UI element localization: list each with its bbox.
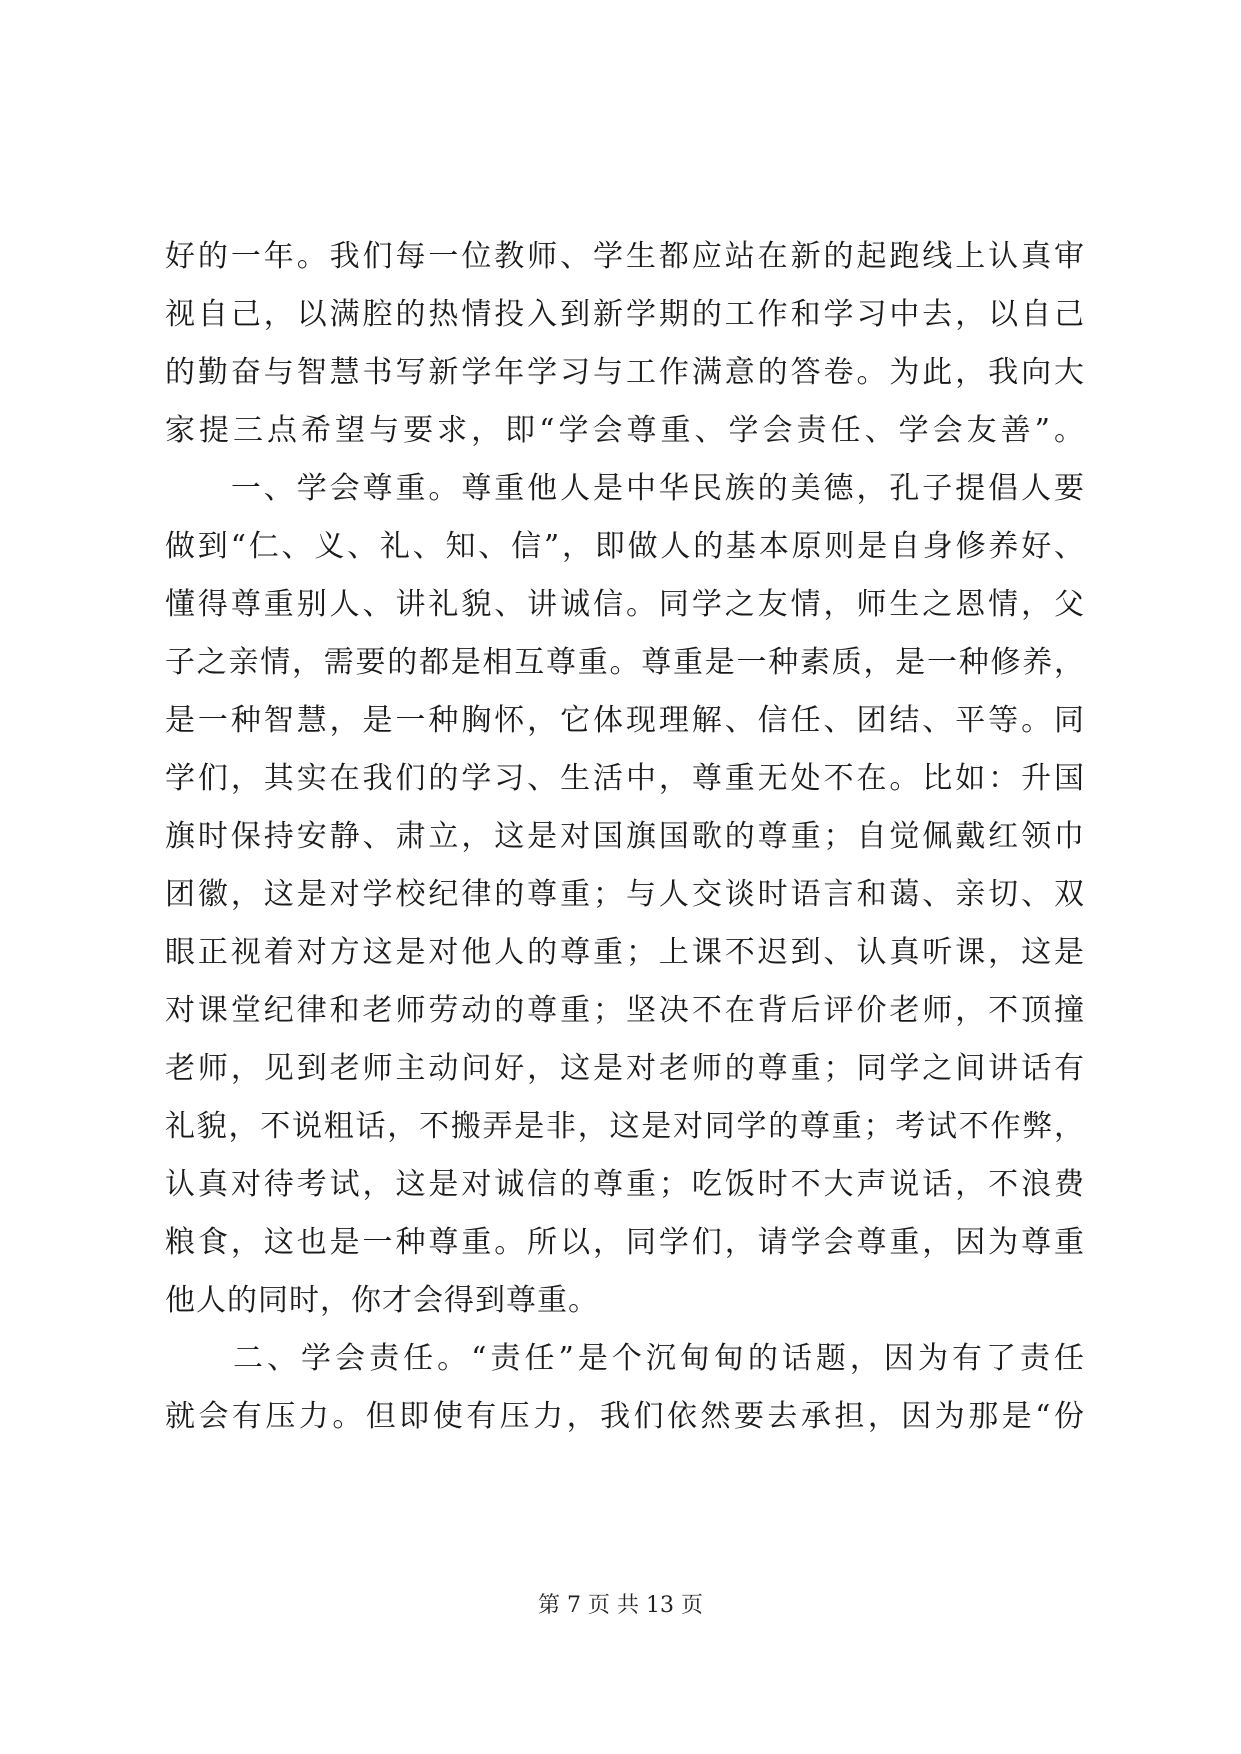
text-line: 家提三点希望与要求，即“学会尊重、学会责任、学会友善”。 [165, 413, 1085, 448]
text-line: 就会有压力。但即使有压力，我们依然要去承担，因为那是“份 [165, 1399, 1085, 1434]
text-line: 视自己，以满腔的热情投入到新学期的工作和学习中去，以自己 [165, 297, 1085, 332]
text-line: 旗时保持安静、肃立，这是对国旗国歌的尊重；自觉佩戴红领巾 [165, 819, 1085, 854]
text-line: 是一种智慧，是一种胸怀，它体现理解、信任、团结、平等。同 [165, 703, 1085, 738]
text-line: 认真对待考试，这是对诚信的尊重；吃饭时不大声说话，不浪费 [165, 1167, 1085, 1202]
text-line: 对课堂纪律和老师劳动的尊重；坚决不在背后评价老师，不顶撞 [165, 993, 1085, 1028]
text-line: 二、学会责任。“责任”是个沉甸甸的话题，因为有了责任 [165, 1341, 1085, 1376]
text-line: 做到“仁、义、礼、知、信”，即做人的基本原则是自身修养好、 [165, 529, 1085, 564]
text-line: 学们，其实在我们的学习、生活中，尊重无处不在。比如：升国 [165, 761, 1085, 796]
text-line: 礼貌，不说粗话，不搬弄是非，这是对同学的尊重；考试不作弊， [165, 1109, 1085, 1144]
text-line: 团徽，这是对学校纪律的尊重；与人交谈时语言和蔼、亲切、双 [165, 877, 1085, 912]
text-line: 眼正视着对方这是对他人的尊重；上课不迟到、认真听课，这是 [165, 935, 1085, 970]
text-line: 粮食，这也是一种尊重。所以，同学们，请学会尊重，因为尊重 [165, 1225, 1085, 1260]
text-line: 老师，见到老师主动问好，这是对老师的尊重；同学之间讲话有 [165, 1051, 1085, 1086]
text-line: 一、学会尊重。尊重他人是中华民族的美德，孔子提倡人要 [165, 471, 1085, 506]
text-line: 子之亲情，需要的都是相互尊重。尊重是一种素质，是一种修养， [165, 645, 1085, 680]
text-line: 好的一年。我们每一位教师、学生都应站在新的起跑线上认真审 [165, 239, 1085, 274]
page-number-footer: 第 7 页 共 13 页 [538, 1593, 703, 1618]
text-line: 懂得尊重别人、讲礼貌、讲诚信。同学之友情，师生之恩情，父 [165, 587, 1085, 622]
text-line: 他人的同时，你才会得到尊重。 [165, 1283, 599, 1318]
document-body [165, 228, 1085, 1446]
text-line: 的勤奋与智慧书写新学年学习与工作满意的答卷。为此，我向大 [165, 355, 1085, 390]
